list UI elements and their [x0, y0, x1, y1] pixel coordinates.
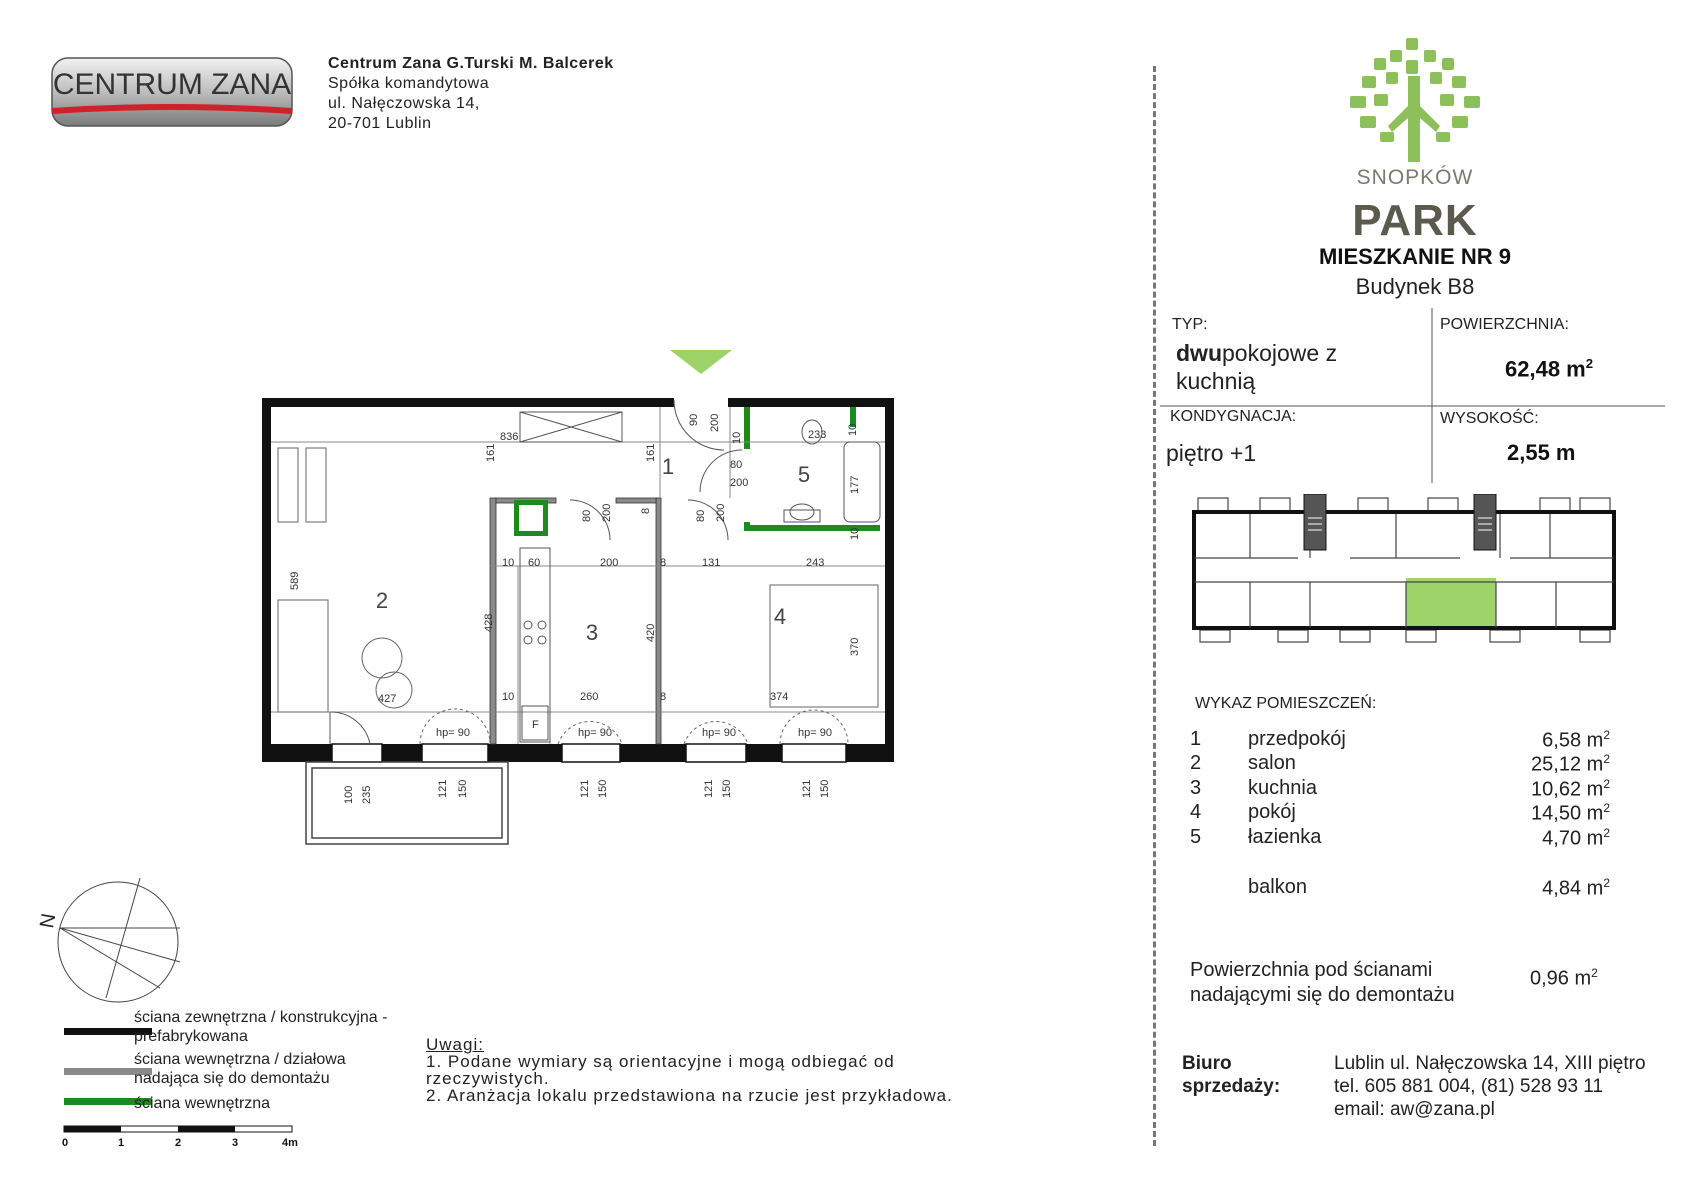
dim: 374: [770, 691, 789, 703]
dim: hp= 90: [578, 727, 612, 739]
dim: 131: [702, 557, 721, 569]
type-label: TYP:: [1172, 316, 1208, 333]
sales-office: [1182, 1052, 1646, 1121]
dim: 80: [581, 509, 593, 522]
dim: 10: [731, 431, 743, 444]
dim: 200: [730, 477, 749, 489]
room-name: salon: [1248, 752, 1296, 774]
demo-walls-line1: Powierzchnia pod ścianami: [1190, 959, 1433, 981]
room-name: łazienka: [1248, 826, 1322, 848]
dim: 177: [849, 475, 861, 494]
room-no: 2: [1190, 752, 1202, 774]
height-value: 2,55 m: [1507, 440, 1576, 465]
room-no: 3: [1190, 777, 1202, 799]
scale-0: 0: [62, 1137, 69, 1149]
company-info: [328, 54, 614, 134]
room-area: 25,12 $m^2$: [1531, 752, 1610, 776]
dim: 260: [580, 691, 599, 703]
north-label: N: [36, 911, 61, 930]
balcony-name: balkon: [1248, 876, 1307, 898]
area-sup: 2: [1585, 356, 1594, 371]
room-row: [1190, 801, 1610, 825]
dim: 10: [847, 423, 859, 436]
height-label: WYSOKOŚĆ:: [1440, 410, 1539, 427]
floor-label: KONDYGNACJA:: [1170, 408, 1297, 425]
legend-int-wall: ściana wewnętrzna: [134, 1095, 271, 1112]
dim: 370: [849, 637, 861, 656]
notes-heading: Uwagi:: [426, 1035, 484, 1054]
highlighted-flat: [1406, 578, 1496, 626]
room-no: 1: [1190, 728, 1202, 750]
dim: 121: [703, 779, 715, 798]
notes-line3: 2. Aranżacja lokalu przedstawiona na rzucie jest przykładowa.: [426, 1086, 953, 1105]
dim: 836: [500, 431, 519, 443]
building-name: Budynek B8: [1355, 274, 1475, 299]
dim: 420: [645, 623, 657, 642]
dim: 150: [597, 779, 609, 798]
room-number-4: 4: [773, 604, 787, 629]
area-label: POWIERZCHNIA:: [1440, 316, 1569, 333]
floor-plan: [250, 345, 910, 855]
dim: 233: [808, 429, 827, 441]
legend-demo-wall: ściana wewnętrzna / działowa nadająca się do demontażu: [134, 1051, 346, 1087]
balcony-area: 4,84 $m^2$: [1542, 876, 1610, 900]
room-area: 10,62 $m^2$: [1531, 777, 1610, 801]
dim: hp= 90: [436, 727, 470, 739]
brand-small-text: SNOPKÓW: [1356, 166, 1474, 189]
scale-1: 1: [118, 1137, 125, 1149]
centrum-zana-logo: [50, 54, 294, 130]
room-row: [1190, 826, 1610, 850]
room-name: przedpokój: [1248, 728, 1346, 750]
dim: hp= 90: [702, 727, 736, 739]
dim: 243: [806, 557, 825, 569]
floor-value: piętro +1: [1166, 440, 1257, 466]
dim: 80: [695, 509, 707, 522]
dim: 8: [660, 691, 667, 703]
demo-walls-line2: nadającymi się do demontażu: [1190, 984, 1455, 1006]
room-area: 6,58 $m^2$: [1542, 728, 1610, 752]
notes-line1: 1. Podane wymiary są orientacyjne i mogą odbiegać od: [426, 1052, 895, 1071]
dim: 200: [715, 503, 727, 522]
room-row: [1190, 752, 1610, 776]
scale-4: 4m: [282, 1137, 298, 1149]
scale-3: 3: [232, 1137, 239, 1149]
area-number: 62,48 m: [1505, 356, 1586, 382]
room-area: 14,50 $m^2$: [1531, 801, 1610, 825]
type-rest: pokojowe z: [1222, 340, 1338, 366]
rooms-title: WYKAZ POMIESZCZEŃ:: [1195, 695, 1377, 712]
dim: 90: [688, 413, 700, 426]
notes-line2: rzeczywistych.: [426, 1069, 550, 1088]
company-line2: Spółka komandytowa: [328, 75, 490, 92]
balcony: [306, 762, 508, 844]
balcony-row: [1190, 876, 1610, 900]
room-name: pokój: [1248, 801, 1296, 823]
room-number-1: 1: [661, 454, 675, 479]
room-number-2: 2: [375, 588, 389, 613]
area-value: [1505, 356, 1593, 382]
dim: 10: [849, 527, 861, 540]
dim: 100: [343, 785, 355, 804]
company-line3: ul. Nałęczowska 14,: [328, 95, 480, 112]
dim: 150: [819, 779, 831, 798]
logo-text: CENTRUM ZANA: [52, 68, 292, 101]
dim: 150: [457, 779, 469, 798]
dim: 8: [640, 507, 652, 514]
room-number-3: 3: [585, 620, 599, 645]
demo-walls-label: [1190, 958, 1455, 1008]
dim: 60: [528, 557, 541, 569]
sales-email: email: aw@zana.pl: [1334, 1099, 1495, 1120]
type-value-line2: kuchnią: [1176, 368, 1256, 394]
room-name: kuchnia: [1248, 777, 1317, 799]
dim: 161: [645, 443, 657, 462]
dim: 589: [289, 571, 301, 590]
demo-walls-area: 0,96 $m^2$: [1530, 966, 1598, 990]
room-row: [1190, 728, 1610, 752]
company-name: Centrum Zana G.Turski M. Balcerek: [328, 55, 614, 72]
dim: 200: [709, 413, 721, 432]
room-number-5: 5: [797, 462, 811, 487]
type-bold: dwu: [1176, 340, 1222, 366]
scale-2: 2: [175, 1137, 182, 1149]
company-line4: 20-701 Lublin: [328, 115, 432, 132]
dim: 8: [660, 557, 667, 569]
legend-ext-wall: ściana zewnętrzna / konstrukcyjna - prefabrykowana: [134, 1009, 388, 1045]
room-no: 5: [1190, 826, 1202, 848]
dim: hp= 90: [798, 727, 832, 739]
sales-phone: tel. 605 881 004, (81) 528 93 11: [1334, 1076, 1604, 1097]
building-key-plan: [1190, 494, 1620, 650]
room-no: 4: [1190, 801, 1202, 823]
dim: 121: [579, 779, 591, 798]
notes: [426, 1036, 953, 1104]
dim: 200: [601, 503, 613, 522]
dim: 80: [730, 459, 743, 471]
dim: 121: [801, 779, 813, 798]
type-value: [1176, 340, 1337, 367]
dim: F: [532, 719, 539, 731]
dim: 200: [600, 557, 619, 569]
entrance-arrow: [670, 350, 732, 374]
room-row: [1190, 777, 1610, 801]
dim: 10: [502, 691, 515, 703]
dim: 235: [361, 785, 373, 804]
scale-bar: [60, 1124, 310, 1154]
dim: 10: [502, 557, 515, 569]
sales-line1: Lublin ul. Nałęczowska 14, XIII piętro: [1334, 1053, 1646, 1074]
dim: 121: [437, 779, 449, 798]
dim: 161: [485, 443, 497, 462]
dim: 428: [483, 613, 495, 632]
north-compass: [30, 878, 190, 1008]
sales-label: Biuro sprzedaży:: [1182, 1053, 1281, 1097]
room-area: 4,70 $m^2$: [1542, 826, 1610, 850]
dim: 427: [378, 693, 397, 705]
flat-number: MIESZKANIE NR 9: [1319, 244, 1511, 269]
snopkow-park-tree-logo: [1340, 36, 1490, 196]
dim: 150: [721, 779, 733, 798]
brand-park-text: PARK: [1352, 196, 1478, 245]
dashed-separator: [1153, 66, 1156, 1146]
